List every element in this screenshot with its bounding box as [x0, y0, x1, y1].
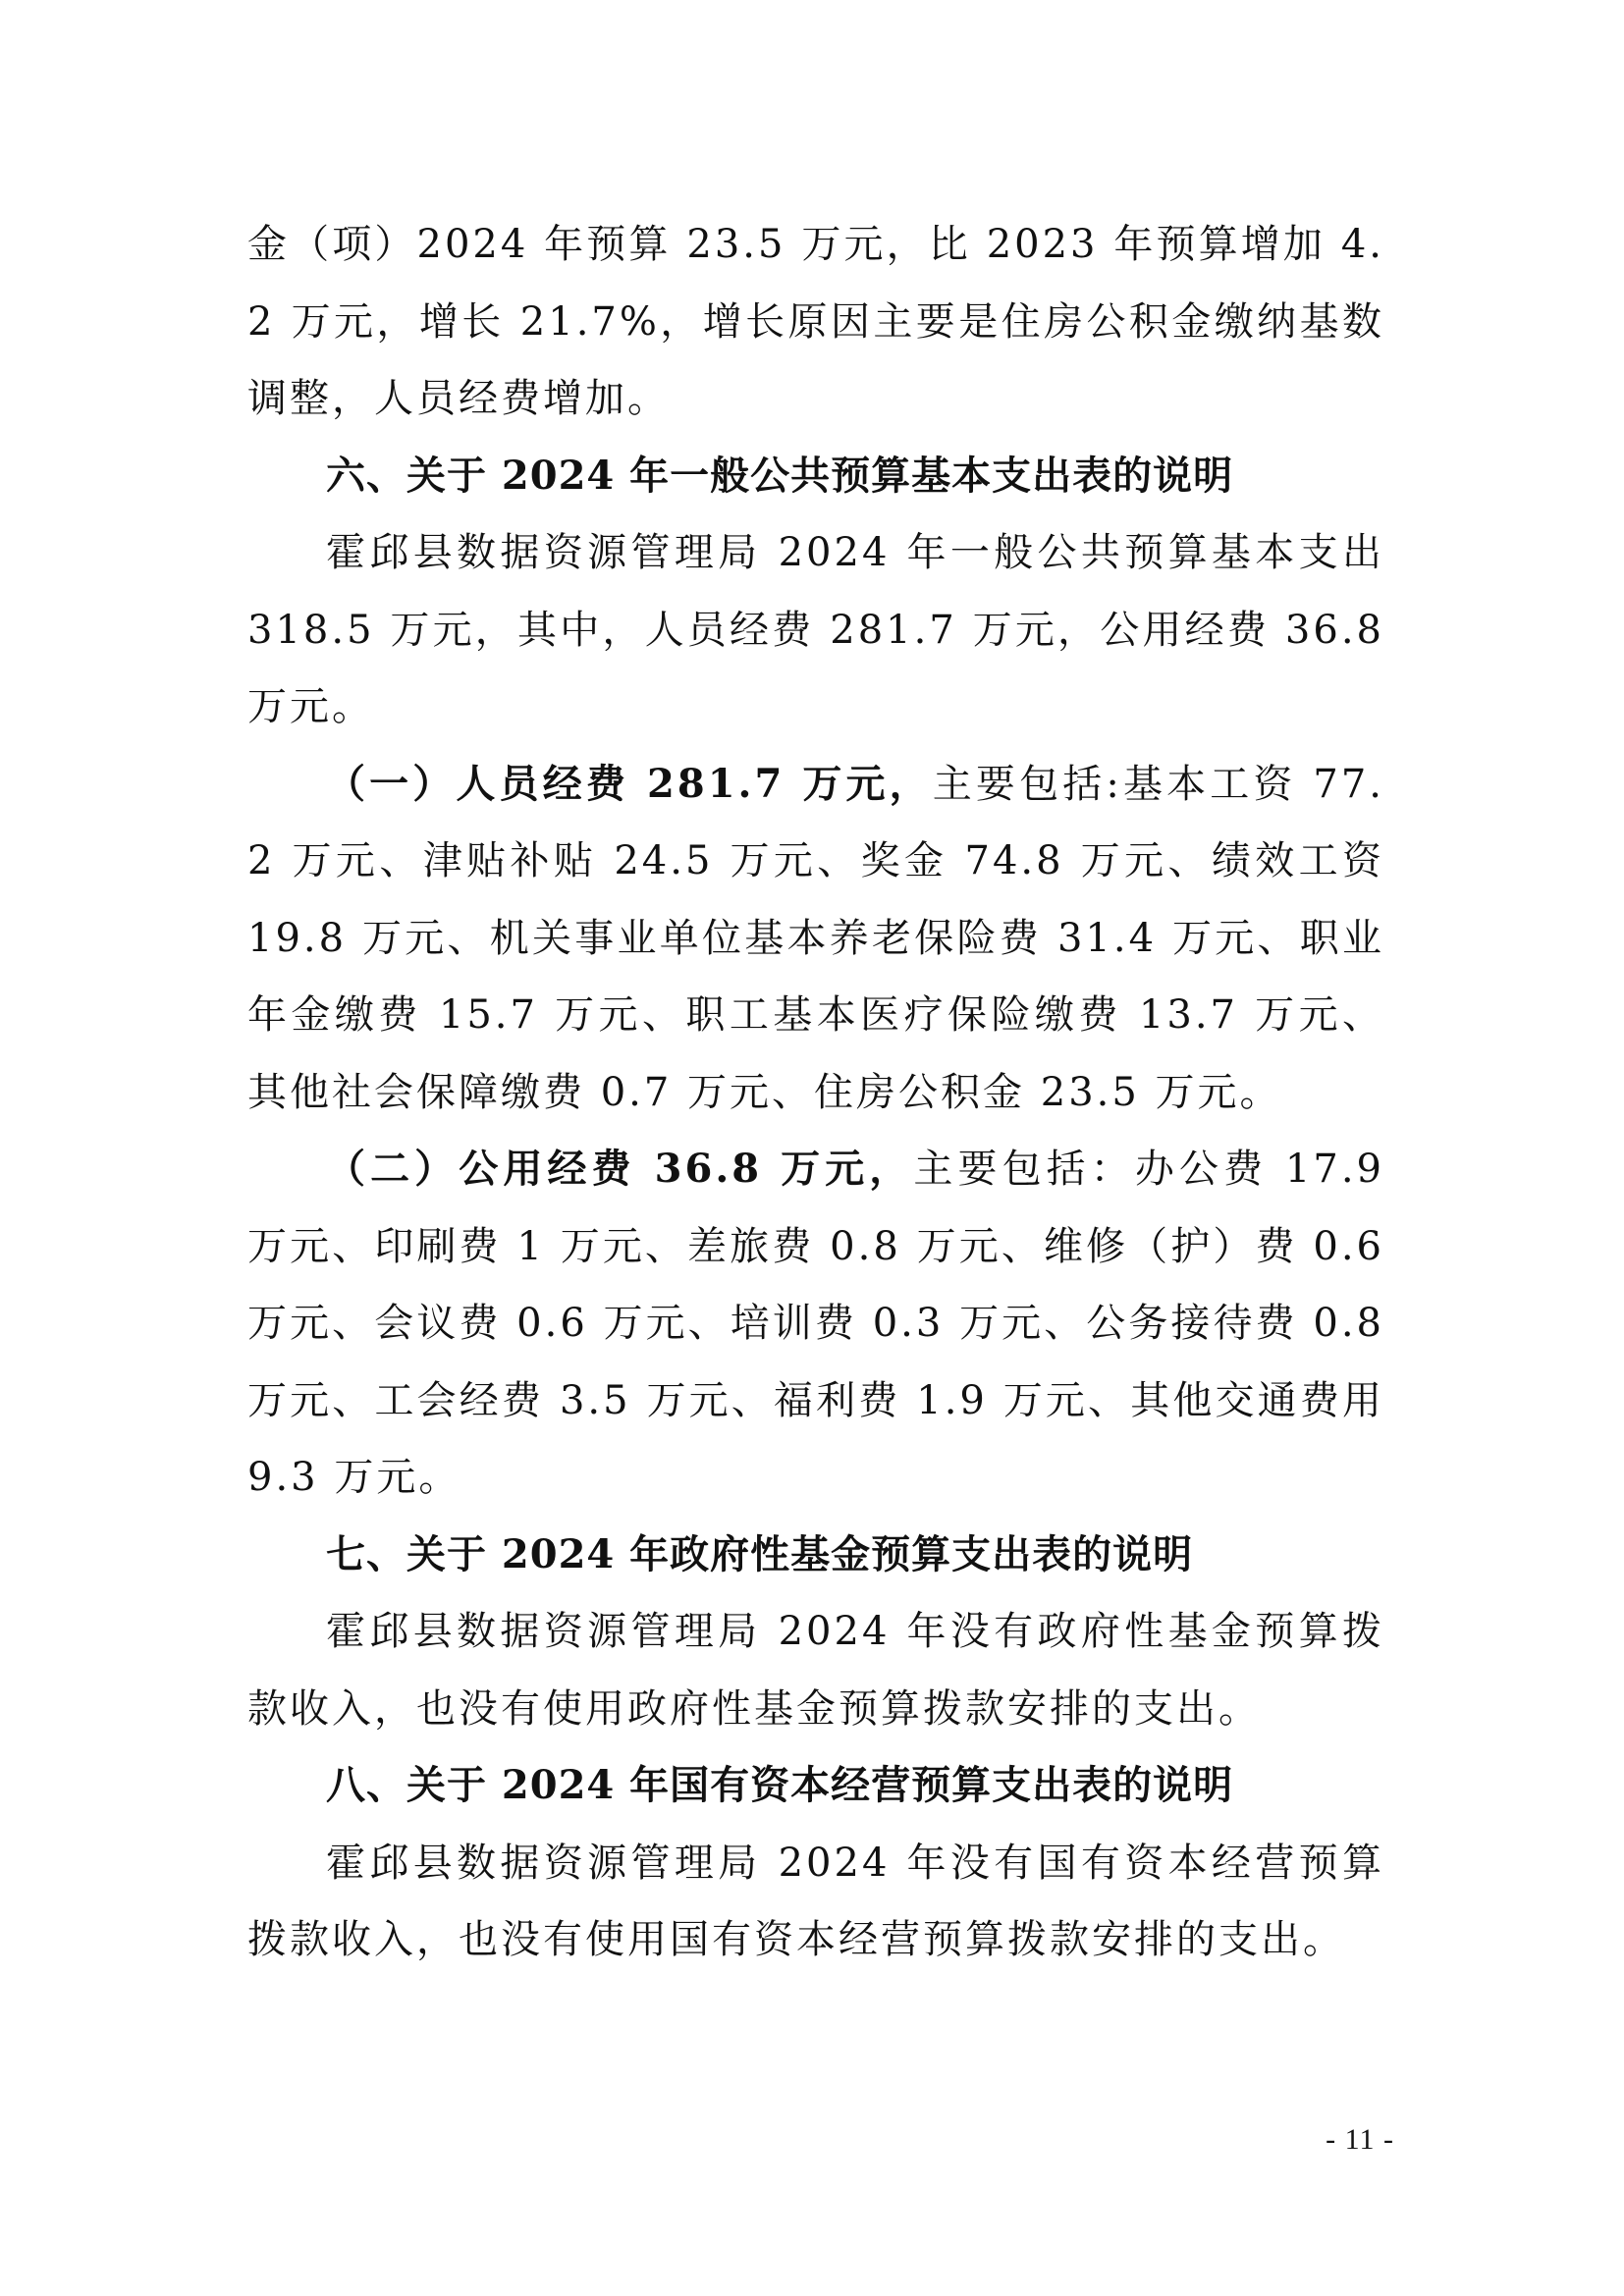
personnel-expenses-lead: （一）人员经费 281.7 万元，: [326, 760, 933, 807]
paragraph-personnel-expenses: [247, 746, 1384, 1132]
document-body: [247, 206, 1384, 1979]
paragraph-section-8: 霍邱县数据资源管理局 2024 年没有国有资本经营预算拨款收入，也没有使用国有资本经营预算拨款安排的支出。: [247, 1840, 1384, 1962]
section-heading-7: 七、关于 2024 年政府性基金预算支出表的说明: [326, 1530, 1194, 1577]
section-heading-6: 六、关于 2024 年一般公共预算基本支出表的说明: [326, 452, 1234, 499]
section-heading-8: 八、关于 2024 年国有资本经营预算支出表的说明: [326, 1762, 1234, 1808]
personnel-expenses-body: 主要包括:基本工资 77.2 万元、津贴补贴 24.5 万元、奖金 74.8 万元、绩效工资 19.8 万元、机关事业单位基本养老保险费 31.4 万元、职业年金缴费 15.7 万元、职工基本医疗保险缴费 13.7 万元、其他社会保障缴费 0.7 万元、住房公积金 23.5 万元。: [247, 761, 1385, 1115]
paragraph-section-6: 霍邱县数据资源管理局 2024 年一般公共预算基本支出 318.5 万元，其中，人员经费 281.7 万元，公用经费 36.8 万元。: [247, 530, 1384, 729]
paragraph-continued: 金（项）2024 年预算 23.5 万元，比 2023 年预算增加 4.2 万元，增长 21.7%，增长原因主要是住房公积金缴纳基数调整，人员经费增加。: [247, 222, 1384, 421]
paragraph-section-7: 霍邱县数据资源管理局 2024 年没有政府性基金预算拨款收入，也没有使用政府性基金预算拨款安排的支出。: [247, 1609, 1384, 1732]
public-expenses-body: 主要包括：办公费 17.9 万元、印刷费 1 万元、差旅费 0.8 万元、维修（护）费 0.6 万元、会议费 0.6 万元、培训费 0.3 万元、公务接待费 0.8 万元、工会经费 3.5 万元、福利费 1.9 万元、其他交通费用 9.3 万元。: [247, 1147, 1384, 1500]
page-number: - 11 -: [1326, 2123, 1394, 2156]
paragraph-public-expenses: [247, 1131, 1384, 1517]
public-expenses-lead: （二）公用经费 36.8 万元，: [326, 1146, 914, 1192]
